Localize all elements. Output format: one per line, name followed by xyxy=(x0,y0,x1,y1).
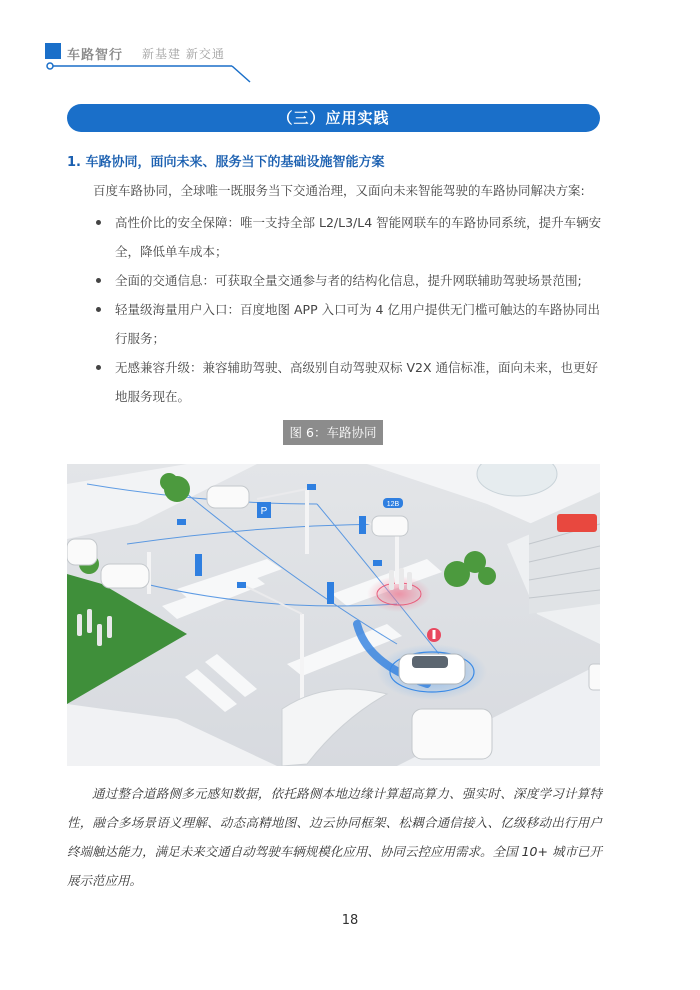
figure-description: 通过整合道路侧多元感知数据，依托路侧本地边缘计算超高算力、强实时、深度学习计算特性，融合多场景语义理解、动态高精地图、边云协同框架、松耦合通信接入、亿级移动出行用户终端触达能力，满足未来交通自动驾驶车辆规模化应用、协同云控应用需求。全国 10+ 城市已开展示范应用。 xyxy=(67,786,602,888)
intro-paragraph: 百度车路协同，全球唯一既服务当下交通治理，又面向未来智能驾驶的车路协同解决方案: xyxy=(93,183,585,198)
subsection-heading: 1. 车路协同，面向未来、服务当下的基础设施智能方案 xyxy=(67,155,385,170)
section-title-bar: （三）应用实践 xyxy=(67,104,600,132)
list-item xyxy=(93,295,603,353)
bullet-icon xyxy=(96,307,101,312)
svg-text:P: P xyxy=(260,506,268,517)
page-number: 18 xyxy=(341,913,359,928)
bullet-icon xyxy=(96,278,101,283)
header-divider xyxy=(0,60,260,86)
list-item-text: 全面的交通信息：可获取全量交通参与者的结构化信息，提升网联辅助驾驶场景范围; xyxy=(115,273,582,288)
list-item xyxy=(93,353,603,411)
list-item-text: 无感兼容升级：兼容辅助驾驶、高级别自动驾驶双标 V2X 通信标准，面向未来，也更好地服务现在。 xyxy=(115,360,599,404)
list-item xyxy=(93,266,603,295)
figure-caption: 图 6：车路协同 xyxy=(283,420,383,445)
list-item xyxy=(93,208,603,266)
vehicle-road-cooperation-illustration xyxy=(67,464,600,766)
intersection-scene xyxy=(67,464,600,766)
page-header xyxy=(0,0,700,90)
bullet-icon xyxy=(96,220,101,225)
bullet-icon xyxy=(96,365,101,370)
header-title: 车路智行 xyxy=(67,48,124,63)
list-item-text: 高性价比的安全保障：唯一支持全部 L2/L3/L4 智能网联车的车路协同系统，提升车辆安全，降低单车成本； xyxy=(115,215,602,259)
list-item-text: 轻量级海量用户入口：百度地图 APP 入口可为 4 亿用户提供无门槛可触达的车路协同出行服务； xyxy=(115,302,600,346)
header-subtitle: 新基建 新交通 xyxy=(142,47,225,61)
lane-sign-label: 12B xyxy=(386,501,400,508)
header-square-icon xyxy=(45,43,61,59)
feature-list xyxy=(93,208,603,411)
